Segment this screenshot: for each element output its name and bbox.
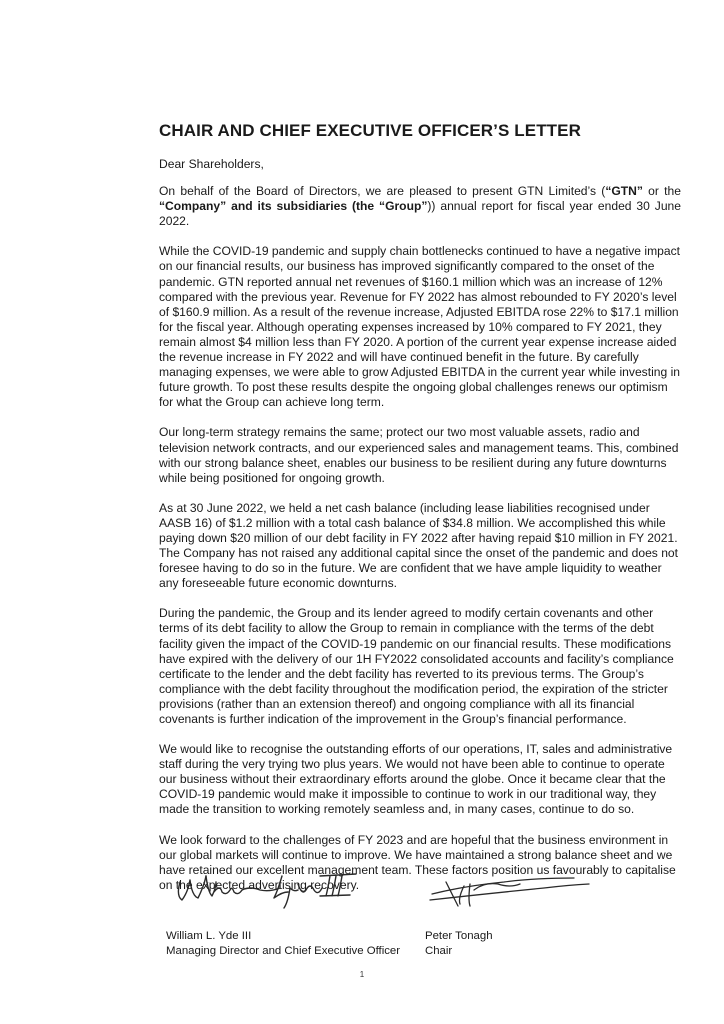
ceo-signature-image: [170, 862, 370, 910]
page-title: CHAIR AND CHIEF EXECUTIVE OFFICER’S LETTER: [159, 121, 581, 140]
signatory-name: Peter Tonagh: [425, 930, 493, 942]
letter-body: [159, 157, 681, 908]
chair-signature-image: [424, 872, 594, 912]
signatory-role: Managing Director and Chief Executive Officer: [166, 944, 401, 957]
paragraph-covenants: During the pandemic, the Group and its lender agreed to modify certain covenants and other terms of its debt facility to allow the Group to remain in compliance with the terms of the debt facility given the impact of the COVID-19 pandemic on our financial results. These modifications have expired with the delivery of our 1H FY2022 consolidated accounts and facility’s compliance certificate to the lender and the debt facility has reverted to its previous terms. The Group’s compliance with the debt facility throughout the modification period, the expiration of the stricter provisions (rather than an extension thereof) and ongoing compliance with all its financial covenants is further indication of the improvement in the Group’s financial performance.: [159, 606, 674, 726]
intro-text-mid: or the: [642, 184, 681, 199]
signatory-role: Chair: [425, 944, 453, 957]
signatory-name: William L. Yde III: [166, 930, 252, 942]
intro-text-post: )) annual report for fiscal year ended 30 June 2022.: [159, 199, 681, 229]
intro-gtn-bold: “GTN”: [605, 184, 643, 199]
page-number: 1: [359, 970, 365, 979]
signatory-chair: [425, 929, 493, 958]
intro-company-bold: “Company” and its subsidiaries (the “Group”: [159, 199, 428, 214]
intro-paragraph: [159, 184, 681, 229]
paragraph-strategy: Our long-term strategy remains the same; protect our two most valuable assets, radio and television network contracts, and our experienced sales and management teams. This, combined with our strong balance sheet, enables our business to be resilient during any future downturns while being positioned for ongoing growth.: [159, 425, 679, 485]
intro-text-pre: On behalf of the Board of Directors, we are pleased to present GTN Limited’s (: [159, 184, 606, 199]
paragraph-outlook: We look forward to the challenges of FY 2023 and are hopeful that the business environment in our global markets will continue to improve. We have maintained a strong balance sheet and we have retained our excellent management team. These factors position us favourably to capitalise on the expected advertising recovery.: [159, 832, 676, 892]
salutation: Dear Shareholders,: [159, 157, 264, 171]
paragraph-staff: We would like to recognise the outstanding efforts of our operations, IT, sales and administrative staff during the very trying two plus years. We would not have been able to continue to operate our business without their extraordinary efforts around the globe. Once it became clear that the COVID-19 pandemic would make it impossible to continue to work in our traditional way, they made the transition to working remotely seamless and, in many cases, continue to do so.: [159, 742, 673, 817]
paragraph-cash: As at 30 June 2022, we held a net cash balance (including lease liabilities recognised under AASB 16) of $1.2 million with a total cash balance of $34.8 million. We accomplished this while paying down $20 million of our debt facility in FY 2022 after having repaid $10 million in FY 2021. The Company has not raised any additional capital since the onset of the pandemic and does not foresee having to do so in the future. We are confident that we have ample liquidity to weather any foreseeable future economic downturns.: [159, 500, 679, 591]
signatory-ceo: [166, 929, 400, 958]
paragraph-results: While the COVID-19 pandemic and supply chain bottlenecks continued to have a negative impact on our financial results, our business has improved significantly compared to the onset of the pandemic. GTN reported annual net revenues of $160.1 million which was an increase of 12% compared with the previous year. Revenue for FY 2022 has almost rebounded to FY 2020’s level of $160.9 million. As a result of the revenue increase, Adjusted EBITDA rose 22% to $17.1 million for the fiscal year. Although operating expenses increased by 10% compared to FY 2021, they remain almost $4 million less than FY 2020. A portion of the current year expense increase aided the revenue increase in FY 2022 and will have continued benefit in the future. By carefully managing expenses, we were able to grow Adjusted EBITDA in the current year while investing in future growth. To post these results despite the ongoing global challenges renews our optimism for what the Group can achieve long term.: [159, 244, 681, 410]
